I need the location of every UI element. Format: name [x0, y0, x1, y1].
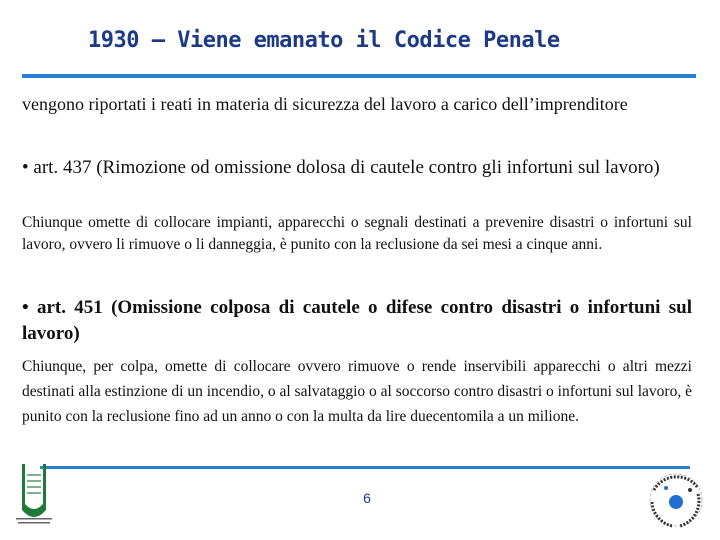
title-divider	[22, 74, 696, 78]
university-logo	[12, 460, 56, 526]
footer-divider	[40, 466, 690, 469]
slide-title: 1930 – Viene emanato il Codice Penale	[88, 28, 560, 53]
intro-text: vengono riportati i reati in materia di sicurezza del lavoro a carico dell’imprenditore	[22, 94, 628, 114]
institution-seal-logo	[640, 466, 712, 530]
article-451-heading: • art. 451 (Omissione colposa di cautele o difese contro disastri o infortuni sul lavoro)	[22, 297, 692, 344]
page-number: 6	[363, 490, 371, 506]
article-451-text: Chiunque, per colpa, omette di collocare ovvero rimuove o rende inservibili apparecchi o altri mezzi destinati alla estinzione di un incendio, o al salvataggio o al soccorso contro disastri o infortuni sul lavoro, è punito con la reclusione fino ad un anno o con la multa da lire duecentomila a un milione.	[22, 358, 692, 425]
article-437-text: Chiunque omette di collocare impianti, apparecchi o segnali destinati a prevenire disastri o infortuni sul lavoro, ovvero li rimuove o li danneggia, è punito con la reclusione da sei mesi a cinque anni.	[22, 214, 692, 253]
article-437-heading: • art. 437 (Rimozione od omissione dolosa di cautele contro gli infortuni sul lavoro)	[22, 157, 660, 178]
